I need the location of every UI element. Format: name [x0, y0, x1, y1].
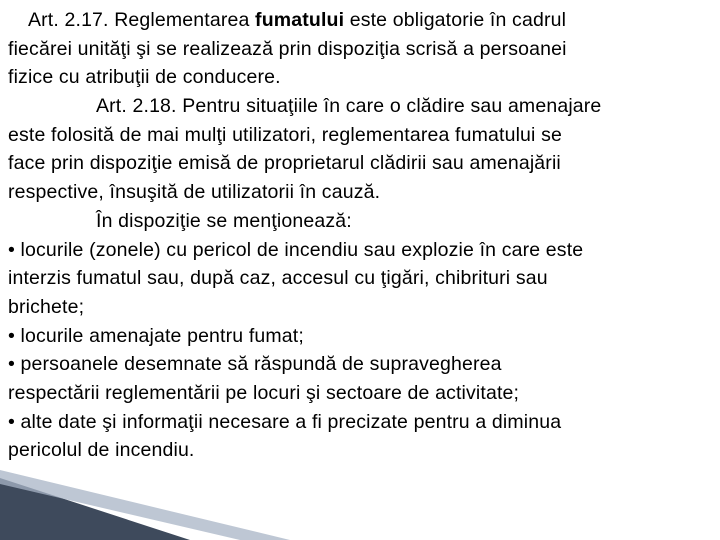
bullet-1-line-1: • locurile (zonele) cu pericol de incendiu sau explozie în care este: [8, 238, 584, 261]
bullet-1-line-2: interzis fumatul sau, după caz, accesul cu ţigări, chibrituri sau: [8, 267, 548, 290]
bullet-2-line-1: • locurile amenajate pentru fumat;: [8, 324, 304, 347]
bullet-3-line-1: • persoanele desemnate să răspundă de supravegherea: [8, 353, 502, 376]
article-2-18-line-2: este folosită de mai mulţi utilizatori, reglementarea fumatului se: [8, 123, 562, 146]
article-2-17-emphasis: fumatului: [255, 9, 345, 31]
slide-body: [8, 6, 712, 465]
article-2-17-lead: Art. 2.17. Reglementarea: [28, 9, 256, 31]
bullet-4-line-1: • alte date şi informaţii necesare a fi precizate pentru a diminua: [8, 410, 562, 433]
decoration-light-wedge: [0, 470, 290, 540]
bullet-1-line-3: brichete;: [8, 295, 85, 318]
decoration-dark-wedge: [0, 478, 190, 540]
article-2-18-line-3: face prin dispoziţie emisă de proprietarul clădirii sau amenajării: [8, 152, 561, 175]
provisions-intro: În dispoziţie se menţionează:: [96, 209, 352, 232]
article-2-18-line-4: respective, însuşită de utilizatorii în cauză.: [8, 181, 381, 204]
bullet-3-line-2: respectării reglementării pe locuri şi sectoare de activitate;: [8, 381, 520, 404]
bullet-4-line-2: pericolul de incendiu.: [8, 439, 195, 462]
article-2-17-line-2: fiecărei unităţi şi se realizează prin dispoziţia scrisă a persoanei: [8, 37, 567, 60]
article-2-17-tail: este obligatorie în cadrul: [344, 9, 567, 31]
article-2-17-line-1: [8, 6, 712, 35]
article-2-18-line-1: Art. 2.18. Pentru situaţiile în care o clădire sau amenajare: [96, 95, 602, 118]
article-2-17-line-3: fizice cu atribuţii de conducere.: [8, 66, 281, 89]
